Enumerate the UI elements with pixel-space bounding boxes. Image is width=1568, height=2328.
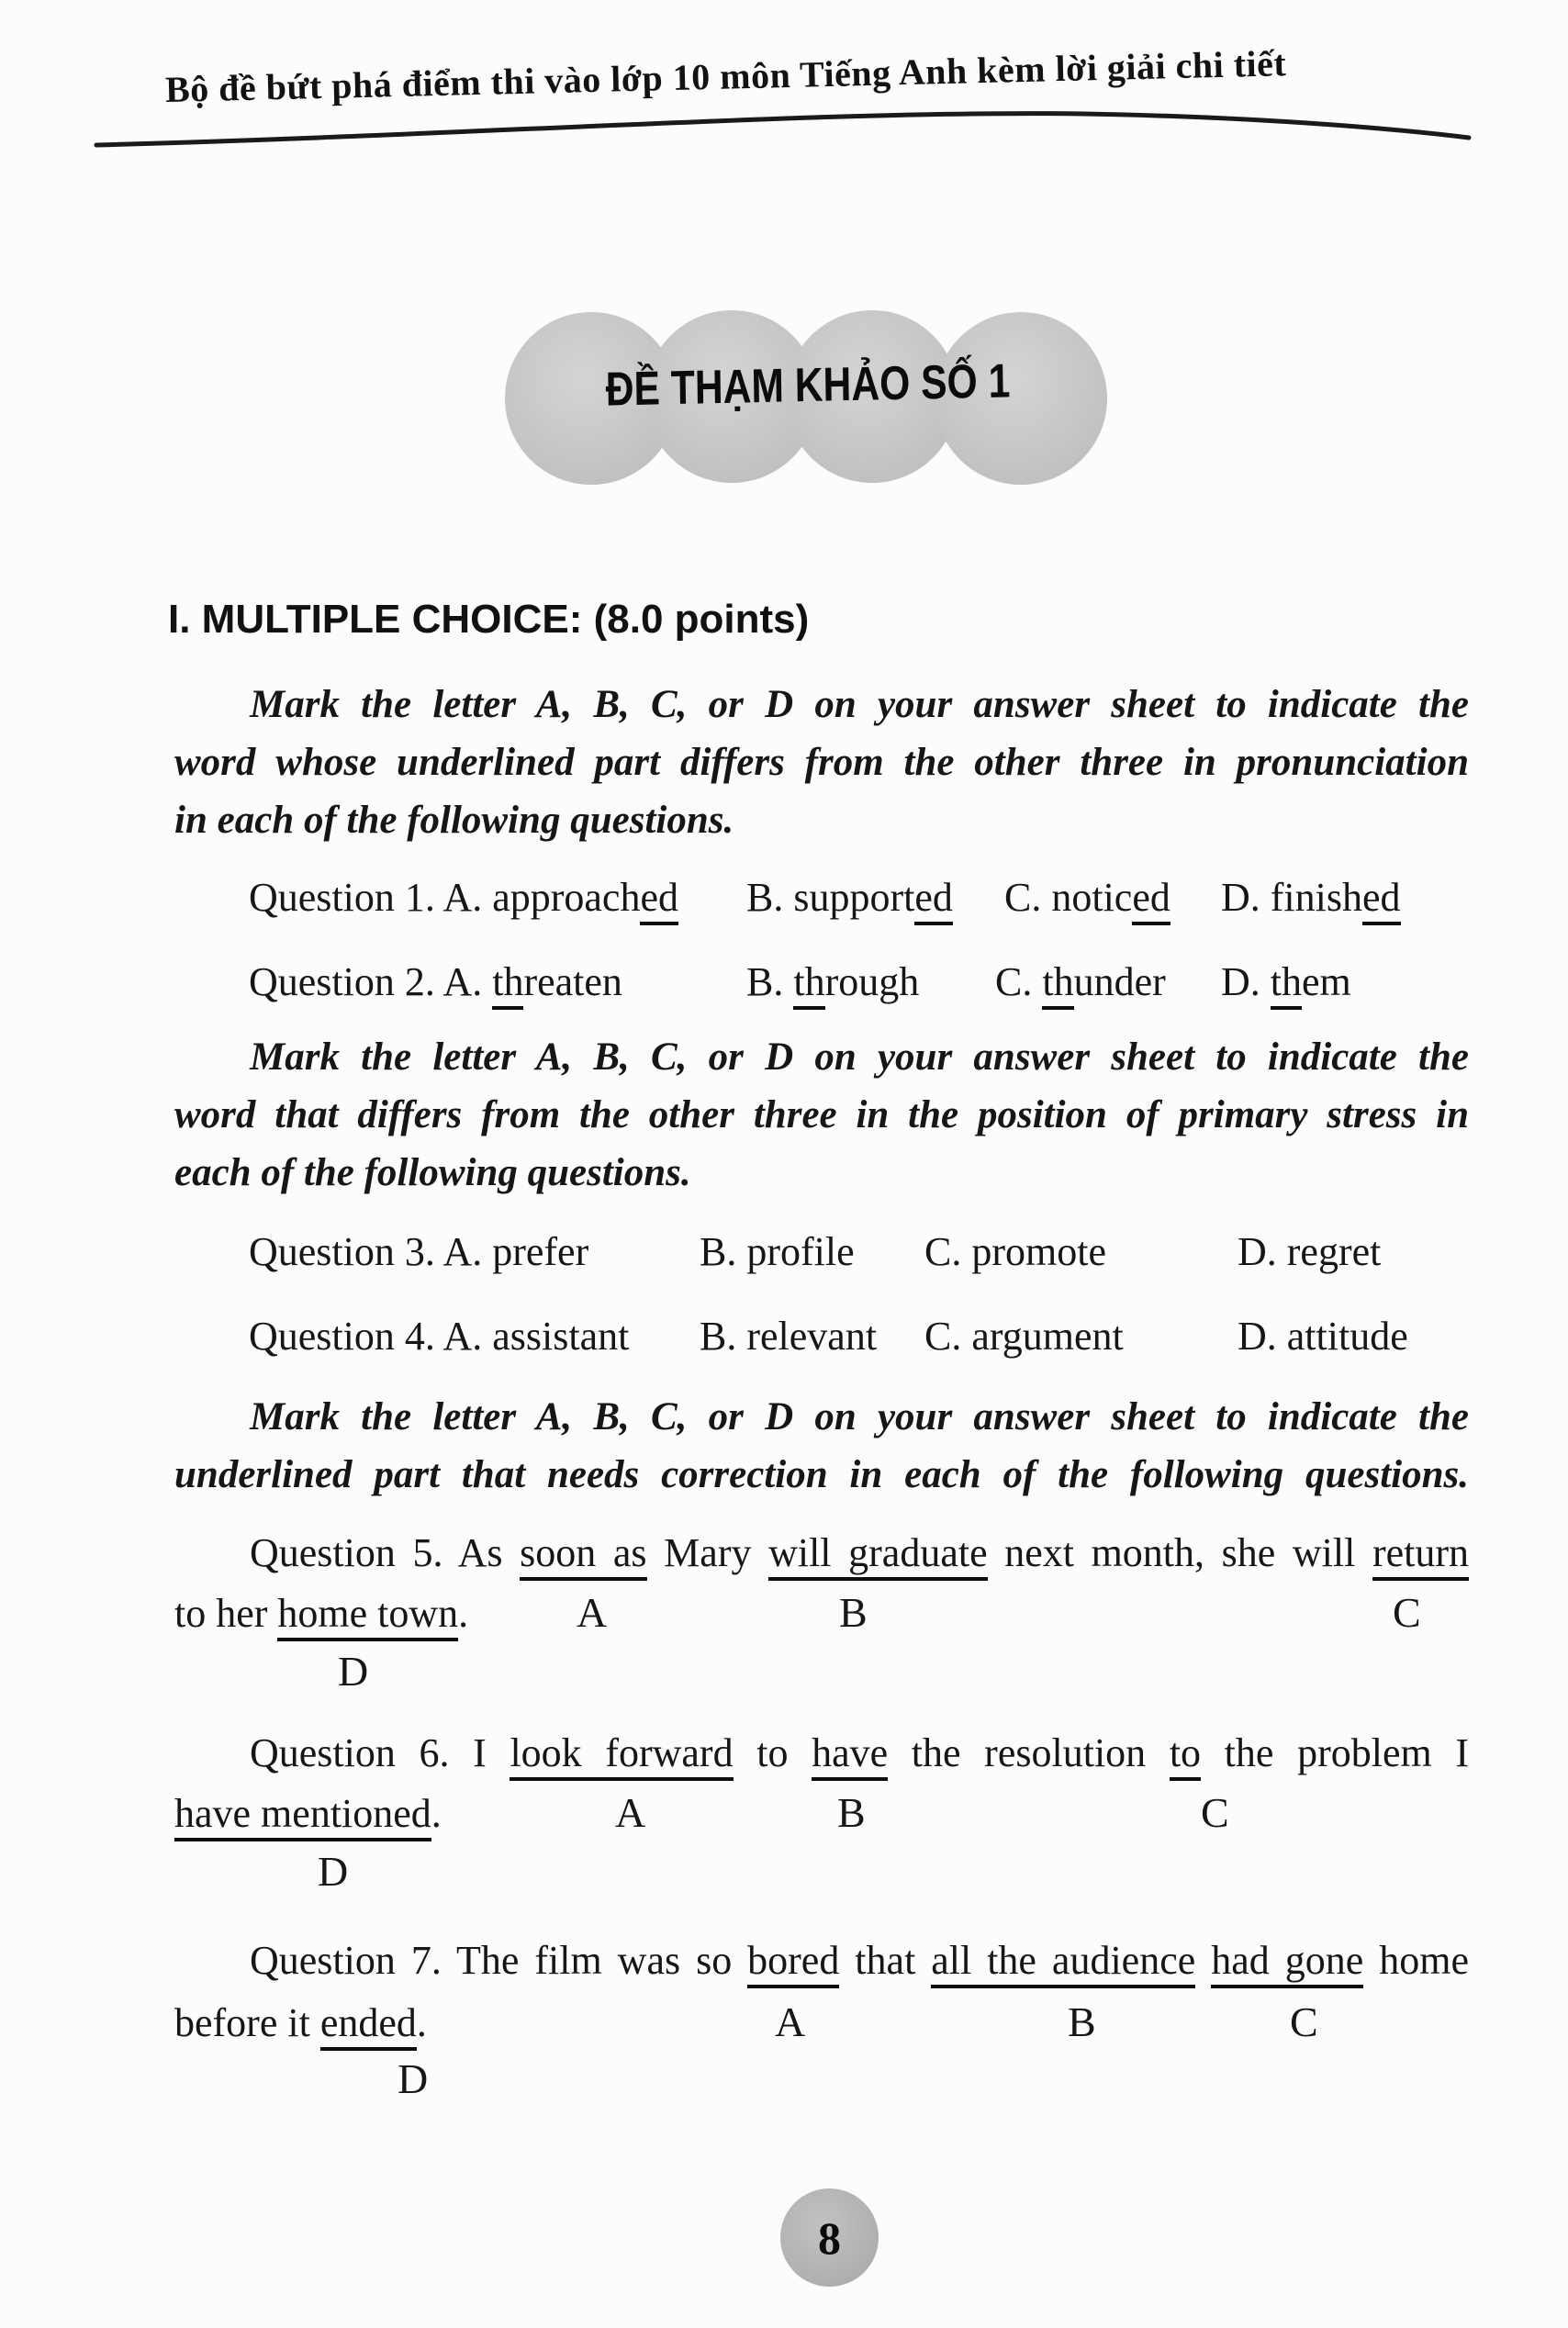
question-1-row <box>0 874 1568 929</box>
text-segment: Question 2. A. <box>249 959 493 1004</box>
question-1-option-d <box>1221 874 1401 921</box>
question-5-marker-a: A <box>577 1589 608 1636</box>
question-6-line-2 <box>174 1788 1469 1843</box>
question-5-marker-d: D <box>338 1648 369 1695</box>
question-3-option-b: B. profile <box>700 1229 855 1274</box>
question-5-line-3 <box>174 1647 1469 1702</box>
text-segment: C. notic <box>1004 875 1133 920</box>
underlined-text: ed <box>640 875 678 925</box>
question-6-marker-d: D <box>318 1848 349 1895</box>
underlined-text: th <box>492 959 523 1010</box>
question-5-line-2-text <box>174 1591 468 1641</box>
text-segment: before it <box>174 2000 320 2045</box>
test-title-badge <box>505 310 1111 488</box>
text-segment: the resolution <box>888 1730 1170 1775</box>
text-segment: home <box>1363 1938 1470 1983</box>
instruction-line: in each of the following questions. <box>174 799 734 842</box>
section-heading: I. MULTIPLE CHOICE: (8.0 points) <box>168 597 810 642</box>
text-segment: . <box>416 2000 427 2045</box>
underlined-text: return <box>1372 1530 1469 1581</box>
question-7-marker-b: B <box>1068 1998 1096 2045</box>
text-segment: reaten <box>523 959 622 1004</box>
question-4-option-d: D. attitude <box>1238 1314 1408 1359</box>
question-7-line-3 <box>174 2054 1469 2110</box>
text-segment: C. <box>995 959 1043 1004</box>
text-segment: B. <box>746 959 794 1004</box>
text-segment: to <box>733 1730 812 1775</box>
underlined-text: to <box>1170 1730 1201 1781</box>
question-5-line-2 <box>174 1588 1469 1643</box>
underlined-text: ed <box>914 875 953 925</box>
underlined-text: th <box>1271 959 1302 1010</box>
underlined-text: th <box>793 959 824 1010</box>
question-6-marker-c: C <box>1201 1789 1229 1836</box>
question-6-line-2-text <box>174 1791 442 1841</box>
question-2-row <box>0 958 1568 1013</box>
underlined-text: th <box>1042 959 1073 1010</box>
question-6-line-3 <box>174 1847 1469 1902</box>
instruction-line: each of the following questions. <box>174 1151 691 1194</box>
text-segment: next month, she will <box>987 1530 1372 1575</box>
text-segment: Question 7. The film was so <box>250 1938 748 1983</box>
question-1-option-b <box>746 874 953 921</box>
question-2-option-c <box>995 958 1166 1005</box>
question-6-marker-b: B <box>837 1789 866 1836</box>
underlined-text: had gone <box>1211 1938 1363 1988</box>
question-7-marker-c: C <box>1290 1998 1318 2045</box>
question-2-option-a <box>249 958 622 1005</box>
page-number: 8 <box>818 2211 841 2264</box>
instruction-paragraph-3 <box>174 1388 1469 1504</box>
instruction-paragraph-1 <box>174 676 1469 849</box>
text-segment: the problem I <box>1201 1730 1469 1775</box>
text-segment: D. <box>1221 959 1271 1004</box>
question-3-option-d: D. regret <box>1238 1229 1382 1274</box>
page-header-title: Bộ đề bứt phá điểm thi vào lớp 10 môn Tiếng Anh kèm lời giải chi tiết <box>164 42 1287 110</box>
text-segment: that <box>839 1938 932 1983</box>
underlined-text: ended <box>320 2000 417 2051</box>
question-5-line-1 <box>174 1526 1469 1581</box>
underlined-text: all the audience <box>931 1938 1195 1988</box>
question-5-marker-c: C <box>1393 1589 1421 1636</box>
question-7-line-2 <box>174 1998 1469 2053</box>
text-segment <box>1195 1938 1211 1983</box>
text-segment: Question 5. As <box>250 1530 521 1575</box>
page-number-badge <box>780 2188 879 2287</box>
question-2-option-d <box>1221 958 1351 1005</box>
question-4-option-a: Question 4. A. assistant <box>249 1314 630 1359</box>
text-segment: Mary <box>646 1530 769 1575</box>
text-segment: B. support <box>746 875 915 920</box>
underlined-text: bored <box>747 1938 839 1988</box>
text-segment: Question 6. I <box>250 1730 510 1775</box>
question-3-row <box>0 1228 1568 1283</box>
underlined-text: ed <box>1132 875 1170 925</box>
text-segment: under <box>1073 959 1166 1004</box>
question-1-option-a <box>249 874 678 921</box>
underlined-text: soon as <box>520 1530 646 1581</box>
text-segment: Question 1. A. approach <box>249 875 641 920</box>
text-segment: to her <box>174 1591 278 1636</box>
underlined-text: have <box>812 1730 888 1781</box>
question-1-option-c <box>1004 874 1170 921</box>
question-5-marker-b: B <box>839 1589 868 1636</box>
question-7-line-2-text <box>174 2000 427 2051</box>
instruction-line: Mark the letter A, B, C, or D on your answer sheet to indicate the <box>250 683 1469 726</box>
question-4-option-c: C. argument <box>924 1314 1124 1359</box>
badge-title: ĐỀ THẠM KHẢO SỐ 1 <box>605 354 1011 417</box>
question-6-line-1 <box>174 1726 1469 1781</box>
question-4-option-b: B. relevant <box>700 1314 878 1359</box>
question-3-option-a: Question 3. A. prefer <box>249 1229 589 1274</box>
question-6-marker-a: A <box>615 1789 646 1836</box>
instruction-line: word that differs from the other three in the position of primary stress in <box>174 1093 1469 1136</box>
text-segment: em <box>1302 959 1351 1004</box>
instruction-line: Mark the letter A, B, C, or D on your answer sheet to indicate the <box>250 1035 1469 1079</box>
text-segment: D. finish <box>1221 875 1362 920</box>
question-2-option-b <box>746 958 919 1005</box>
underlined-text: home town <box>277 1591 458 1641</box>
question-7-marker-d: D <box>398 2055 429 2102</box>
header-underline <box>0 0 1568 239</box>
question-4-row <box>0 1313 1568 1368</box>
instruction-line: word whose underlined part differs from the other three in pronunciation <box>174 741 1469 784</box>
text-segment: rough <box>824 959 920 1004</box>
text-segment: . <box>458 1591 469 1636</box>
instruction-line: underlined part that needs correction in each of the following questions. <box>174 1453 1469 1496</box>
instruction-paragraph-2 <box>174 1028 1469 1202</box>
instruction-line: Mark the letter A, B, C, or D on your answer sheet to indicate the <box>250 1395 1469 1438</box>
underlined-text: ed <box>1362 875 1401 925</box>
question-7-marker-a: A <box>775 1998 806 2045</box>
question-3-option-c: C. promote <box>924 1229 1106 1274</box>
question-7-line-1 <box>174 1933 1469 1988</box>
underlined-text: will graduate <box>768 1530 988 1581</box>
underlined-text: have mentioned <box>174 1791 431 1841</box>
text-segment: . <box>431 1791 442 1836</box>
underlined-text: look forward <box>510 1730 733 1781</box>
